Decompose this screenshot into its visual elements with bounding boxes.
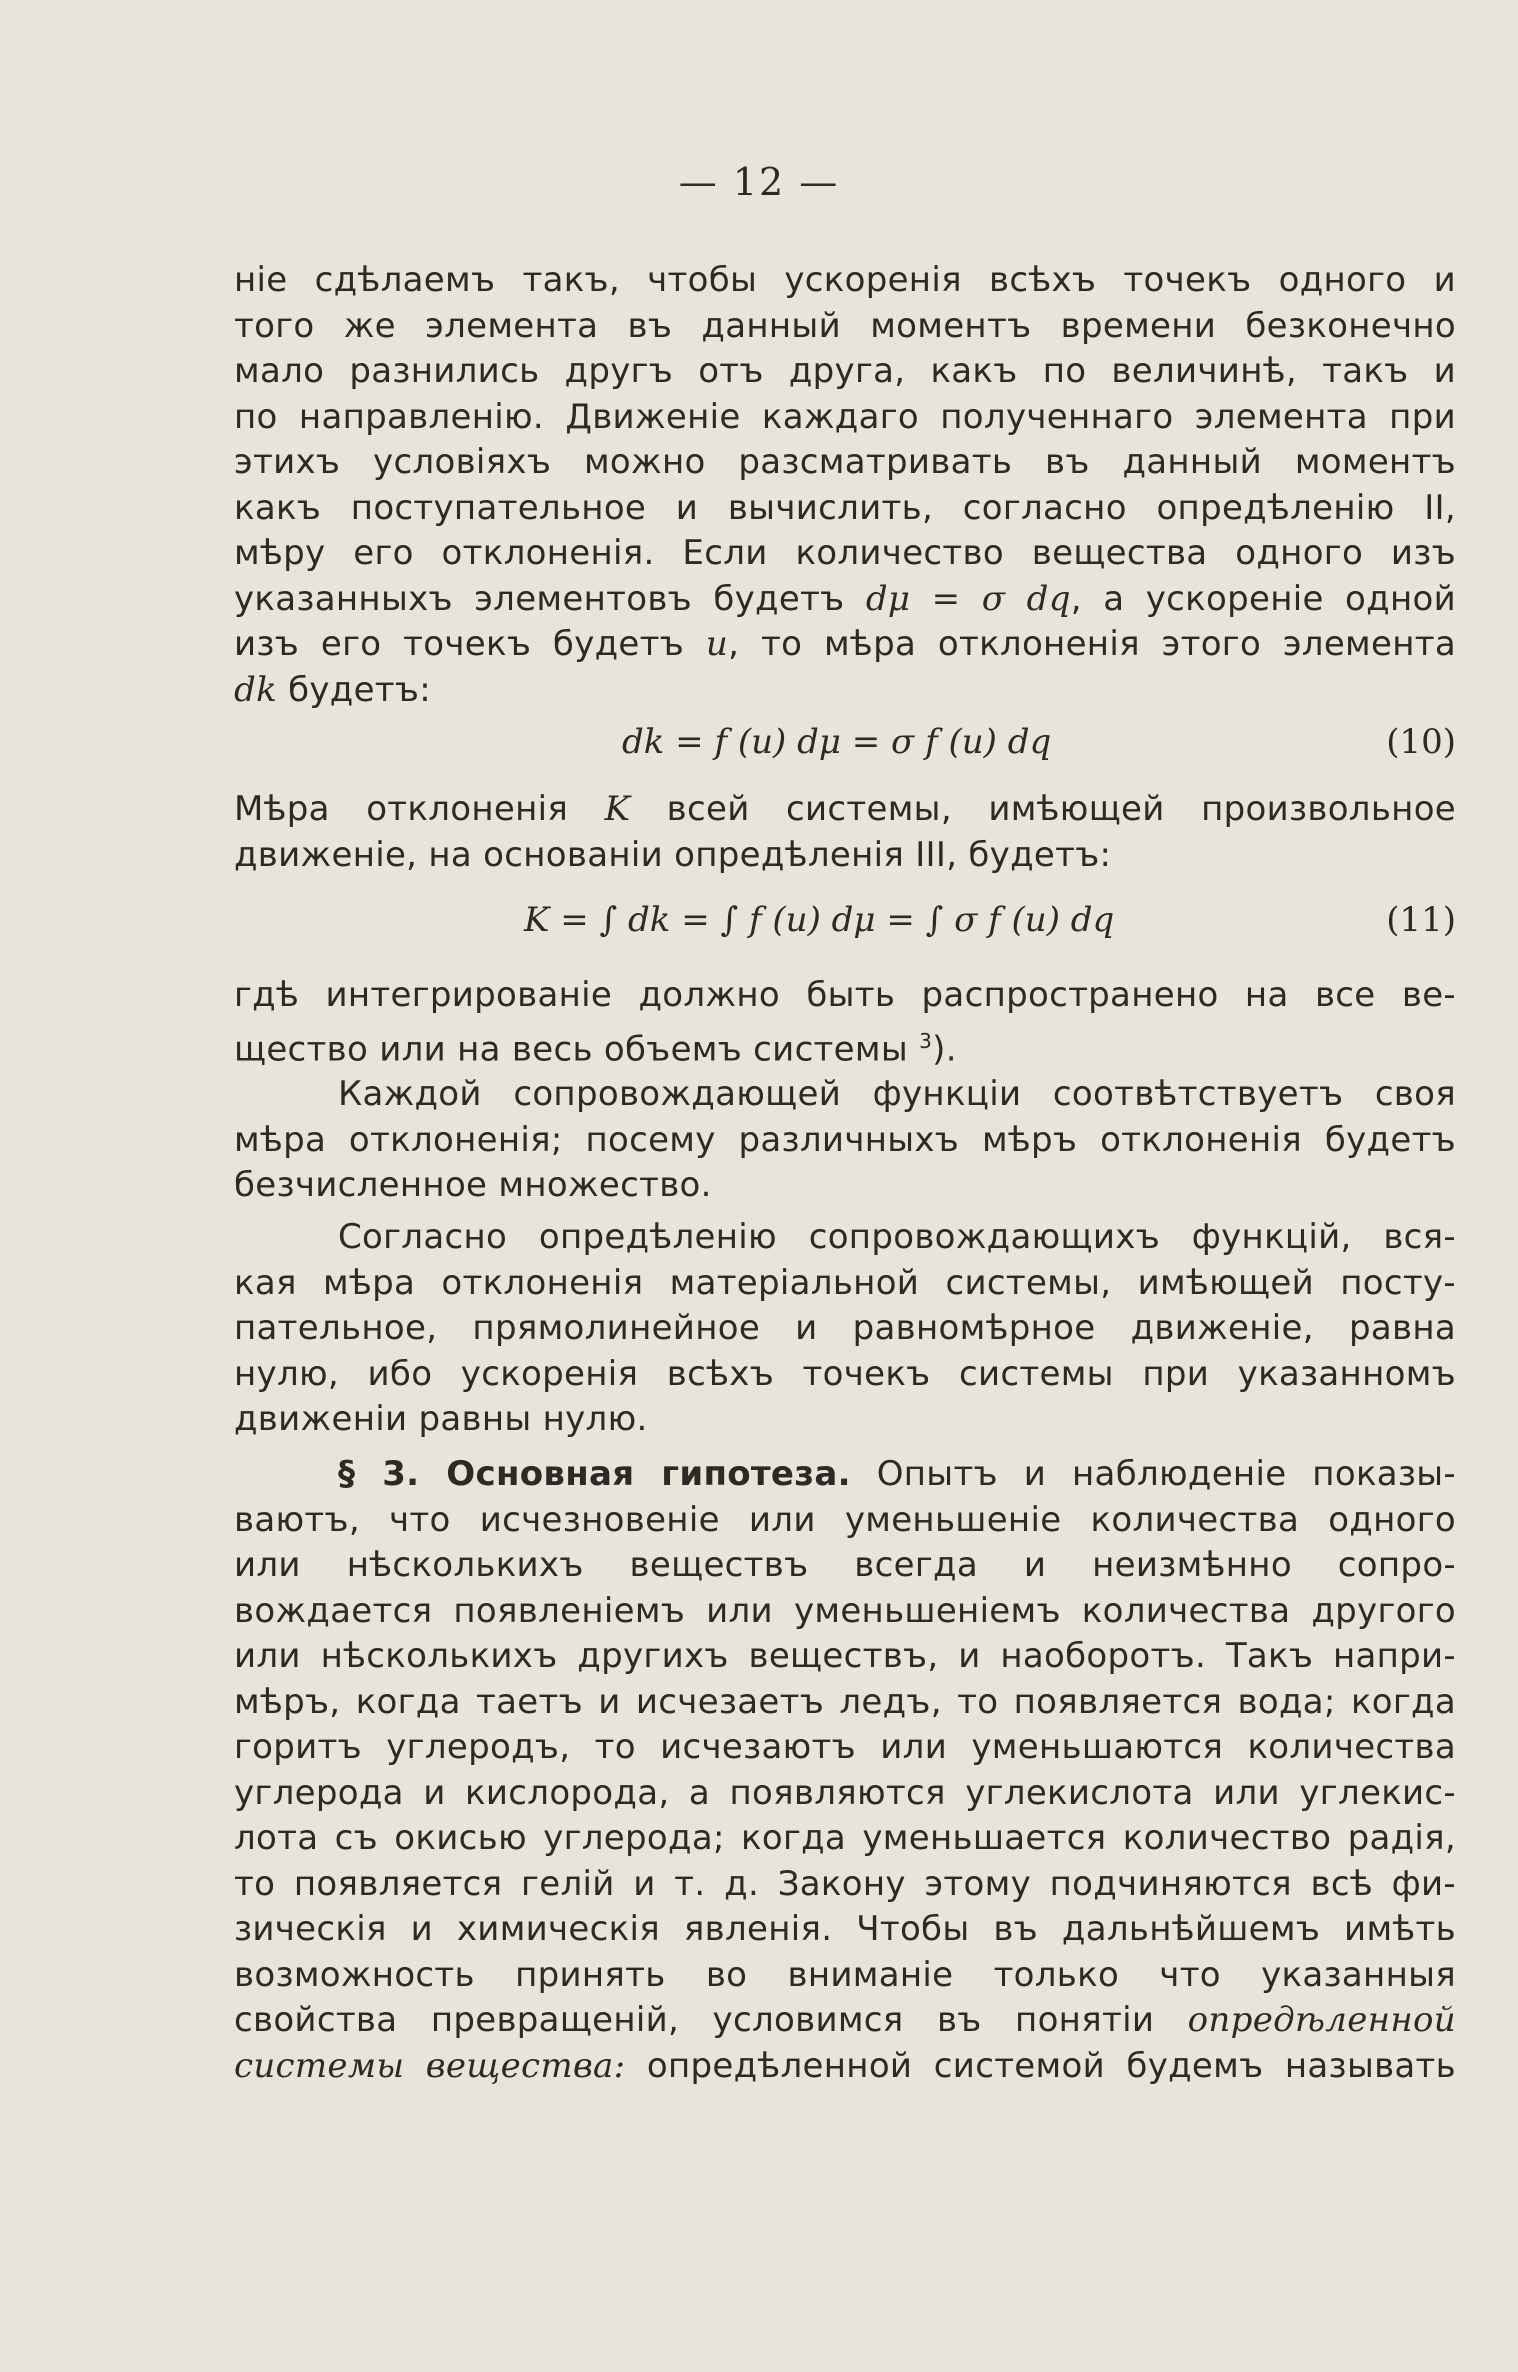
- text-line: нулю, ибо ускоренія всѣхъ точекъ системы при указанномъ: [234, 1353, 1456, 1394]
- text-line: [234, 1452, 1456, 1498]
- text-segment: Мѣра отклоненія: [234, 789, 569, 829]
- text-line: Каждой сопровождающей функціи соотвѣтствуетъ своя: [338, 1074, 1456, 1114]
- equation-number: (10): [1386, 722, 1456, 762]
- text-line: пательное, прямолинейное и равномѣрное движеніе, равна: [234, 1308, 1456, 1348]
- paragraph: [234, 1072, 1456, 1209]
- inline-math: u: [705, 624, 729, 664]
- page-number: — 12 —: [678, 160, 840, 204]
- paragraph: [234, 787, 1456, 878]
- text-line: [234, 1998, 1456, 2044]
- text-line: мѣру его отклоненія. Если количество вещества одного изъ: [234, 533, 1456, 573]
- text-segment: указанныхъ элементовъ будетъ: [234, 578, 845, 619]
- italic-term: системы вещества:: [234, 2045, 626, 2086]
- text-segment: Опытъ и наблюденіе показы-: [876, 1454, 1457, 1494]
- text-line: по направленію. Движеніе каждаго полученнаго элемента при: [234, 396, 1456, 437]
- text-line: ваютъ, что исчезновеніе или уменьшеніе количества одного: [234, 1499, 1456, 1540]
- inline-math: K: [604, 789, 631, 829]
- inline-math: dμ = σ dq: [865, 578, 1071, 619]
- text-line: горитъ углеродъ, то исчезаютъ или уменьшаются количества: [234, 1727, 1456, 1767]
- inline-math: dk: [234, 669, 277, 710]
- text-segment: ).: [932, 1028, 957, 1069]
- text-segment: свойства превращеній, условимся въ понятіи: [234, 2000, 1155, 2040]
- italic-term: опредѣленной: [1187, 2000, 1456, 2040]
- text-line: [234, 787, 1456, 833]
- paragraph-continuation: [234, 258, 1456, 713]
- text-line: лота съ окисью углерода; когда уменьшается количество радія,: [234, 1818, 1456, 1858]
- text-segment: будетъ:: [276, 669, 431, 710]
- text-line: [234, 622, 1456, 668]
- text-line: движеніе, на основаніи опредѣленія III, будетъ:: [234, 834, 1112, 875]
- text-segment: всей системы, имѣющей произвольное: [666, 789, 1457, 829]
- text-line: зическія и химическія явленія. Чтобы въ дальнѣйшемъ имѣть: [234, 1909, 1456, 1949]
- text-line: этихъ условіяхъ можно разсматривать въ данный моментъ: [234, 442, 1456, 482]
- equation-expression: dk = f (u) dμ = σ f (u) dq: [622, 722, 1052, 762]
- text-segment: изъ его точекъ будетъ: [234, 624, 685, 664]
- text-segment: опредѣленной системой будемъ называть: [646, 2045, 1456, 2086]
- text-line: кая мѣра отклоненія матеріальной системы, имѣющей посту-: [234, 1262, 1456, 1303]
- text-line: [234, 577, 1456, 623]
- paragraph: [234, 1215, 1456, 1443]
- text-line: вождается появленіемъ или уменьшеніемъ количества другого: [234, 1590, 1456, 1631]
- text-line: ніе сдѣлаемъ такъ, чтобы ускоренія всѣхъ точекъ одного и: [234, 260, 1456, 300]
- equation-expression: K = ∫ dk = ∫ f (u) dμ = ∫ σ f (u) dq: [524, 900, 1115, 940]
- text-line: или нѣсколькихъ другихъ веществъ, и наоборотъ. Такъ напри-: [234, 1636, 1456, 1676]
- equation-number: (11): [1386, 900, 1456, 940]
- text-line: безчисленное множество.: [234, 1165, 712, 1205]
- footnote-reference: 3: [919, 1028, 933, 1053]
- section-heading: § 3. Основная гипотеза.: [338, 1454, 851, 1494]
- section-paragraph: [234, 1452, 1456, 2089]
- text-line: того же элемента въ данный моментъ времени безконечно: [234, 305, 1456, 346]
- text-segment: , то мѣра отклоненія этого элемента: [728, 624, 1456, 664]
- text-line: [234, 1019, 1456, 1073]
- text-line: движеніи равны нулю.: [234, 1399, 648, 1439]
- text-line: мало разнились другъ отъ друга, какъ по величинѣ, такъ и: [234, 351, 1456, 391]
- equation-10: [234, 722, 1456, 772]
- text-line: мѣръ, когда таетъ и исчезаетъ ледъ, то появляется вода; когда: [234, 1681, 1456, 1722]
- text-line: или нѣсколькихъ веществъ всегда и неизмѣнно сопро-: [234, 1545, 1456, 1585]
- text-line: мѣра отклоненія; посему различныхъ мѣръ отклоненія будетъ: [234, 1119, 1456, 1160]
- text-segment: , а ускореніе одной: [1070, 578, 1456, 619]
- text-segment: щество или на весь объемъ системы: [234, 1028, 908, 1069]
- text-line: гдѣ интегрированіе должно быть распространено на все ве-: [234, 975, 1456, 1015]
- text-line: [234, 2044, 1456, 2090]
- text-line: то появляется гелій и т. д. Закону этому подчиняются всѣ фи-: [234, 1863, 1456, 1904]
- text-line: возможность принять во вниманіе только что указанныя: [234, 1954, 1456, 1995]
- paragraph-continuation: [234, 973, 1456, 1072]
- equation-11: [234, 900, 1456, 950]
- text-line: [234, 668, 1456, 714]
- text-line: Согласно опредѣленію сопровождающихъ функцій, вся-: [338, 1217, 1456, 1257]
- text-line: какъ поступательное и вычислить, согласно опредѣленію II,: [234, 487, 1456, 528]
- text-line: углерода и кислорода, а появляются углекислота или углекис-: [234, 1772, 1456, 1813]
